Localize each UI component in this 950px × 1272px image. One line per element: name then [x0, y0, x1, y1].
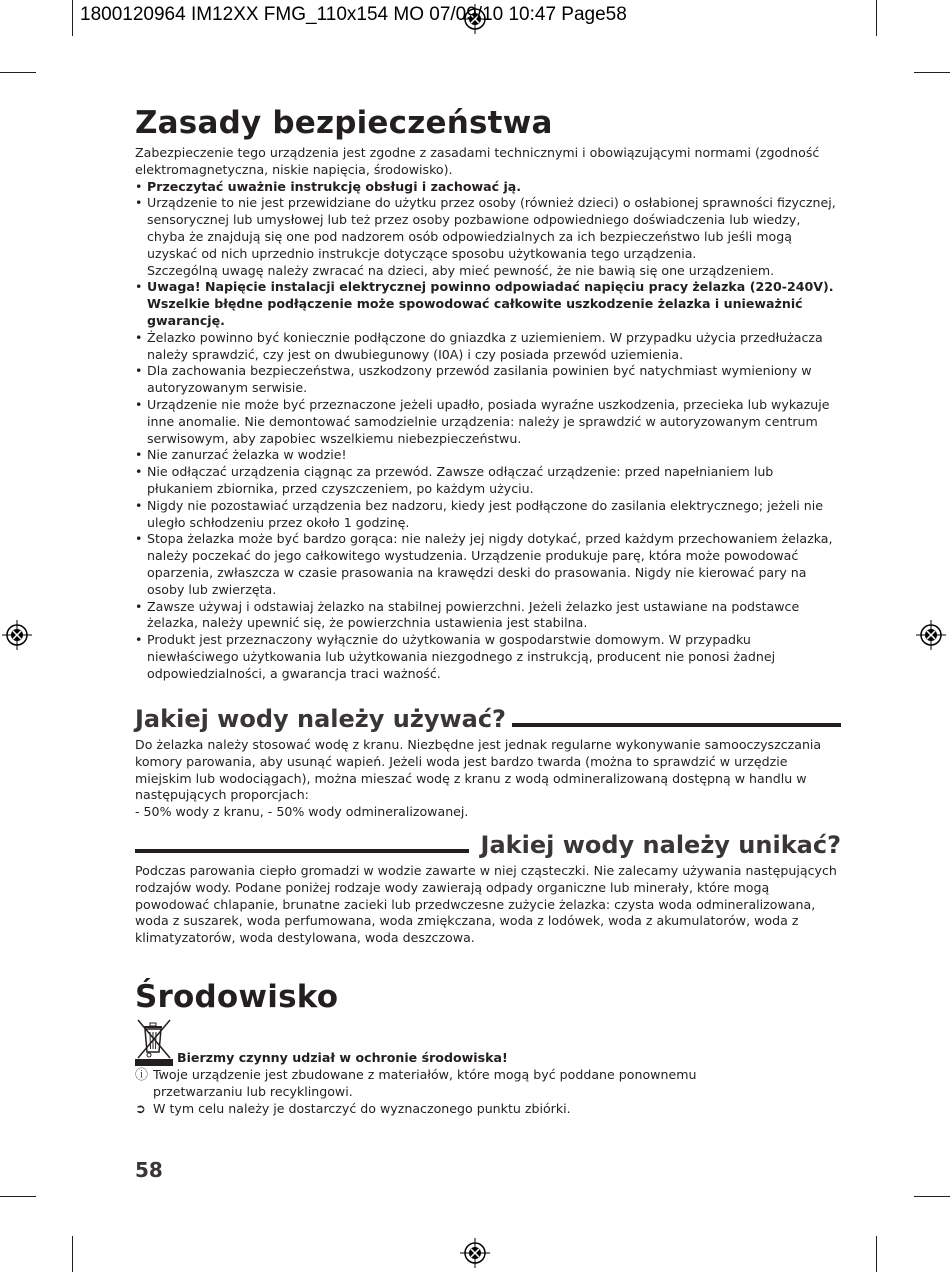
registration-mark-icon — [460, 1238, 490, 1268]
environment-body — [135, 1018, 841, 1118]
registration-mark-icon — [916, 620, 946, 650]
water-use-body — [135, 737, 841, 821]
heading-rule — [512, 723, 841, 727]
children-note: Szczególną uwagę należy zwracać na dzieci, aby mieć pewność, że nie bawią się one urządzeniem. — [147, 262, 775, 278]
page-number: 58 — [135, 1158, 163, 1182]
env-slogan: Bierzmy czynny udział w ochronie środowiska! — [177, 1050, 508, 1065]
crop-mark — [72, 0, 73, 36]
crop-mark — [0, 1196, 36, 1197]
env-collection-text: W tym celu należy je dostarczyć do wyznaczonego punktu zbiórki. — [153, 1100, 571, 1116]
registration-mark-icon — [2, 620, 32, 650]
heading-rule — [135, 849, 469, 853]
list-item: • Nie zanurzać żelazka w wodzie! — [135, 447, 841, 464]
environment-title: Środowisko — [135, 979, 339, 1015]
crop-mark — [72, 1236, 73, 1272]
water-avoid-body — [135, 863, 841, 947]
water-avoid-text: Podczas parowania ciepło gromadzi w wodzie zawarte w niej cząsteczki. Nie zalecamy używania następujących rodzajów wody. Podane poniżej rodzaje wody zawierają odpady organiczne lub minerały, które mogą powodować chlapanie, brunatne zacieki lub przedwczesne zużycie żelazka: czysta woda odmineralizowana, woda z suszarek, woda perfumowana, woda zmiękczana, woda z lodówek, woda z akumulatorów, woda z klimatyzatorów, woda destylowana, woda deszczowa. — [135, 863, 837, 946]
list-item: • Urządzenie nie może być przeznaczone jeżeli upadło, posiada wyraźne uszkodzenia, przecieka lub wykazuje inne anomalie. Nie demontować samodzielnie urządzenia: należy je sprawdzić w autoryzowanym centrum serwisowym, aby zapobiec wszelkiemu niebezpieczeństwu. — [135, 397, 841, 447]
crossed-bin-icon — [135, 1018, 175, 1066]
safety-list — [135, 179, 841, 683]
safety-intro: Zabezpieczenie tego urządzenia jest zgodne z zasadami technicznymi i obowiązującymi normami (zgodność elektromagnetyczna, niskie napięcia, środowisko). — [135, 145, 820, 177]
water-avoid-section — [135, 830, 841, 947]
water-use-section — [135, 704, 841, 821]
water-avoid-heading — [135, 830, 841, 860]
arrow-icon: ➲ — [135, 1101, 146, 1117]
crop-mark — [0, 72, 36, 73]
water-avoid-title: Jakiej wody należy unikać? — [480, 831, 841, 859]
safety-title: Zasady bezpieczeństwa — [135, 105, 553, 141]
list-item: • Produkt jest przeznaczony wyłącznie do użytkowania w gospodarstwie domowym. W przypadku niewłaściwego użytkowania lub użytkowania niezgodnego z instrukcją, producent nie ponosi żadnej odpowiedzialności, a gwarancja traci ważność. — [135, 632, 841, 682]
water-use-title: Jakiej wody należy używać? — [135, 705, 506, 733]
water-ratio: - 50% wody z kranu, - 50% wody odmineralizowanej. — [135, 804, 469, 820]
crop-mark — [914, 1196, 950, 1197]
water-use-text: Do żelazka należy stosować wodę z kranu. Niezbędne jest jednak regularne wykonywanie samooczyszczania komory parowania, aby usunąć wapień. Jeżeli woda jest bardzo twarda (można to sprawdzić w urzędzie miejskim lub wodociągach), można mieszać wodę z kranu z wodą odmineralizowaną dostępną w handlu w następujących proporcjach: — [135, 737, 822, 803]
environment-section — [135, 978, 841, 1118]
print-slug: 1800120964 IM12XX FMG_110x154 MO 07/09/10 10:47 Page58 — [80, 4, 627, 25]
list-item: • Nigdy nie pozostawiać urządzenia bez nadzoru, kiedy jest podłączone do zasilania elektrycznego; jeżeli nie uległo schłodzeniu przez około 1 godzinę. — [135, 498, 841, 532]
safety-body — [135, 145, 841, 683]
env-collection — [135, 1101, 841, 1119]
list-item: • Nie odłączać urządzenia ciągnąc za przewód. Zawsze odłączać urządzenie: przed napełnianiem lub płukaniem zbiornika, przed czyszczeniem, po każdym użyciu. — [135, 464, 841, 498]
list-item: • Przeczytać uważnie instrukcję obsługi i zachować ją. — [135, 179, 841, 196]
water-use-heading — [135, 704, 841, 734]
crop-mark — [876, 0, 877, 36]
safety-section — [135, 104, 841, 683]
env-info-line — [135, 1067, 841, 1118]
crop-mark — [914, 72, 950, 73]
env-info — [135, 1067, 841, 1101]
list-item: • Dla zachowania bezpieczeństwa, uszkodzony przewód zasilania powinien być natychmiast wymieniony w autoryzowanym serwisie. — [135, 363, 841, 397]
crop-mark — [876, 1236, 877, 1272]
list-item: • Zawsze używaj i odstawiaj żelazko na stabilnej powierzchni. Jeżeli żelazko jest ustawiane na podstawce żelazka, należy upewnić się, że powierzchnia ustawienia jest stabilna. — [135, 599, 841, 633]
info-icon: ⓘ — [135, 1068, 149, 1083]
list-item: • Żelazko powinno być koniecznie podłączone do gniazdka z uziemieniem. W przypadku użycia przedłużacza należy sprawdzić, czy jest on dwubiegunowy (I0A) i czy posiada przewód uziemienia. — [135, 330, 841, 364]
list-item: • Stopa żelazka może być bardzo gorąca: nie należy jej nigdy dotykać, przed każdym przechowaniem żelazka, należy poczekać do jego całkowitego wystudzenia. Urządzenie produkuje parę, która może powodować oparzenia, zwłaszcza w czasie prasowania na krawędzi deski do prasowania. Nigdy nie kierować pary na osoby lub zwierzęta. — [135, 531, 841, 598]
env-info-text: Twoje urządzenie jest zbudowane z materiałów, które mogą być poddane ponownemu przetwarzaniu lub recyklingowi. — [153, 1067, 697, 1099]
list-item: • Uwaga! Napięcie instalacji elektrycznej powinno odpowiadać napięciu pracy żelazka (220-240V). Wszelkie błędne podłączenie może spowodować całkowite uszkodzenie żelazka i unieważnić gwarancję. — [135, 279, 841, 329]
list-item: • Urządzenie to nie jest przewidziane do użytku przez osoby (również dzieci) o osłabionej sprawności fizycznej, sensorycznej lub umysłowej lub też przez osoby pozbawione odpowiedniego doświadczenia lub wiedzy, chyba że znajdują się one pod nadzorem osób odpowiedzialnych za ich bezpieczeństwo lub jeśli mogą uzyskać od nich uprzednio instrukcje dotyczące sposobu użytkowania tego urządzenia. Szczególną uwagę należy zwracać na dzieci, aby mieć pewność, że nie bawią się one urządzeniem. — [135, 195, 841, 279]
